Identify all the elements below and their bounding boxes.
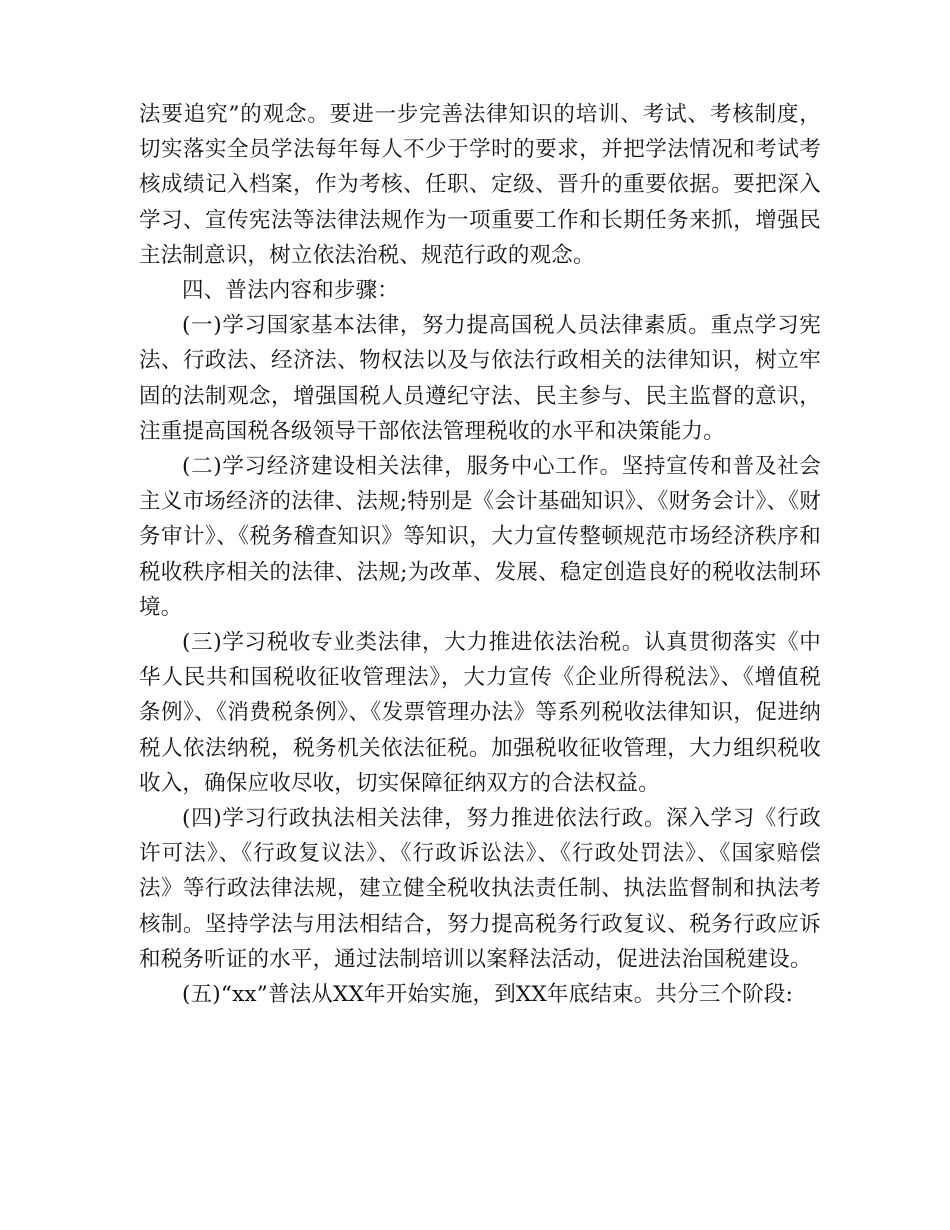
paragraph-item-3: (三)学习税收专业类法律，大力推进依法治税。认真贯彻落实《中华人民共和国税收征收管理法》，大力宣传《企业所得税法》、《增值税条例》、《消费税条例》、《发票管理办法》等系列税收法律知识，促进纳税人依法纳税，税务机关依法征税。加强税收征收管理，大力组织税收收入，确保应收尽收，切实保障征纳双方的合法权益。 bbox=[139, 630, 821, 796]
paragraph-item-5: (五)“xx”普法从XX年开始实施，到XX年底结束。共分三个阶段: bbox=[182, 982, 794, 1008]
section-heading: 四、普法内容和步骤： bbox=[182, 278, 400, 304]
document-body bbox=[139, 97, 821, 1012]
paragraph-item-2: (二)学习经济建设相关法律，服务中心工作。坚持宣传和普及社会主义市场经济的法律、法规;特别是《会计基础知识》、《财务会计》、《财务审计》、《税务稽查知识》等知识，大力宣传整顿规范市场经济秩序和税收秩序相关的法律、法规;为改革、发展、稳定创造良好的税收法制环境。 bbox=[139, 454, 821, 620]
paragraph-item-4: (四)学习行政执法相关法律，努力推进依法行政。深入学习《行政许可法》、《行政复议法》、《行政诉讼法》、《行政处罚法》、《国家赔偿法》等行政法律法规，建立健全税收执法责任制、执法监督制和执法考核制。坚持学法与用法相结合，努力提高税务行政复议、税务行政应诉和税务听证的水平，通过法制培训以案释法活动，促进法治国税建设。 bbox=[139, 806, 821, 972]
paragraph-continuation: 法要追究”的观念。要进一步完善法律知识的培训、考试、考核制度，切实落实全员学法每年每人不少于学时的要求，并把学法情况和考试考核成绩记入档案，作为考核、任职、定级、晋升的重要依据。要把深入学习、宣传宪法等法律法规作为一项重要工作和长期任务来抓，增强民主法制意识，树立依法治税、规范行政的观念。 bbox=[139, 102, 821, 268]
paragraph-item-1: (一)学习国家基本法律，努力提高国税人员法律素质。重点学习宪法、行政法、经济法、物权法以及与依法行政相关的法律知识，树立牢固的法制观念，增强国税人员遵纪守法、民主参与、民主监督的意识，注重提高国税各级领导干部依法管理税收的水平和决策能力。 bbox=[139, 313, 821, 444]
